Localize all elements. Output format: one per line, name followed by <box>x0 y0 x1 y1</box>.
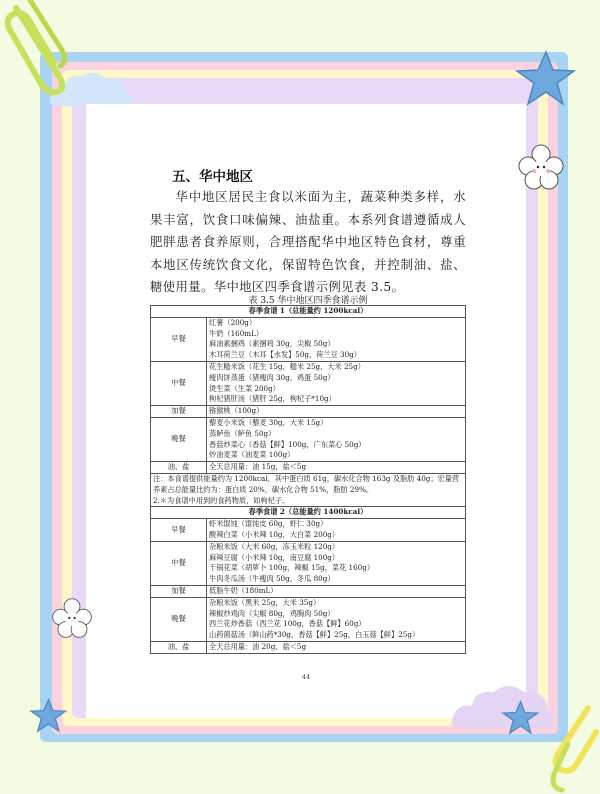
table-row <box>151 519 466 542</box>
table-row <box>151 641 466 653</box>
meal-items <box>207 585 466 597</box>
meal-label: 加餐 <box>151 406 207 418</box>
table-row <box>151 597 466 641</box>
table-row <box>151 507 466 519</box>
food-item: 辣椒炒鸡肉（尖椒 80g，鸡胸肉 50g） <box>209 608 335 618</box>
food-item: 花生糙米饭（花生 15g，糙米 25g，大米 25g） <box>209 361 365 371</box>
food-item: 西兰花炒香菇（西兰花 100g，香菇【鲜】60g） <box>209 619 366 629</box>
menu-title: 春季食谱 1（总能量约 1200kcal） <box>151 306 466 318</box>
food-item: 枸杞猪肝汤（猪肝 25g，枸杞子*10g） <box>209 394 336 404</box>
food-item: 麻辣豆腐（小米辣 10g，南豆腐 100g） <box>209 552 340 562</box>
food-item: 烫生菜（生菜 200g） <box>209 383 280 393</box>
note-line: 2.＊为食谱中用到的食药物质，如枸杞子。 <box>153 495 290 505</box>
meal-label: 中餐 <box>151 361 207 405</box>
food-item: 牛肉冬瓜汤（牛瘦肉 50g，冬瓜 80g） <box>209 574 335 584</box>
food-item: 藜麦小米饭（藜麦 30g，大米 15g） <box>209 417 328 427</box>
menu-title: 春季食谱 2（总能量约 1400kcal） <box>151 507 466 519</box>
meal-items <box>207 406 466 418</box>
table-row <box>151 541 466 585</box>
table-row <box>151 306 466 318</box>
food-item: 杂粮米饭（黑米 25g，大米 35g） <box>209 597 321 607</box>
food-item: 炒油麦菜（油麦菜 100g） <box>209 450 295 460</box>
table-row <box>151 585 466 597</box>
meal-items <box>207 597 466 641</box>
food-item: 瘦肉饼蒸蛋（猪瘦肉 30g，鸡蛋 50g） <box>209 372 335 382</box>
food-item: 山药菌菇汤（鲜山药*30g，香菇【鲜】25g，白玉菇【鲜】25g） <box>209 630 420 640</box>
meal-label: 晚餐 <box>151 597 207 641</box>
table-row <box>151 462 466 474</box>
food-item: 香菇炒菜心（香菇【鲜】100g，广东菜心 50g） <box>209 439 366 449</box>
food-item: 杂粮米饭（大米 60g，冻玉米粒 120g） <box>209 541 340 551</box>
meal-items <box>207 519 466 542</box>
meal-label: 油、盐 <box>151 462 207 474</box>
star-icon <box>500 700 540 740</box>
food-item: 猕猴桃（100g） <box>209 406 264 416</box>
meal-label: 早餐 <box>151 519 207 542</box>
star-icon <box>28 698 68 738</box>
table-note <box>151 473 466 506</box>
food-item: 红薯（200g） <box>209 317 257 327</box>
food-item: 木耳荷兰豆（木耳【水发】50g，荷兰豆 30g） <box>209 350 361 360</box>
meal-items <box>207 317 466 361</box>
meal-label: 晚餐 <box>151 417 207 461</box>
section-title: 五、华中地区 <box>172 169 253 185</box>
intro-paragraph <box>150 186 466 299</box>
table-row <box>151 417 466 461</box>
food-item: 蒸鲈鱼（鲈鱼 50g） <box>209 428 276 438</box>
table-row <box>151 361 466 405</box>
meal-label: 早餐 <box>151 317 207 361</box>
meal-label: 油、盐 <box>151 641 207 653</box>
food-item: 干锅花菜（胡萝卜 100g，辣椒 15g，菜花 160g） <box>209 563 375 573</box>
oil-salt-value: 全天总用量：油 15g，盐＜5g <box>207 462 466 474</box>
note-line: 注：本食谱提供能量约为 1200kcal，其中蛋白质 61g，碳水化合物 163g 及脂肪 40g；宏量营养素占总能量比约为：蛋白质 20%，碳水化合物 51%，脂肪 29%。 <box>153 473 460 494</box>
paper-clip-icon <box>548 704 600 794</box>
page-number: 44 <box>301 673 311 681</box>
food-item: 牛奶（160mL） <box>209 328 264 338</box>
food-item: 酸辣白菜（小米辣 10g，大白菜 200g） <box>209 529 340 539</box>
meal-label: 中餐 <box>151 541 207 585</box>
oil-salt-value: 全天总用量：油 20g，盐＜5g <box>207 641 466 653</box>
meal-label: 加餐 <box>151 585 207 597</box>
food-item: 虾米馄饨（馄饨皮 60g，虾仁 30g） <box>209 519 328 529</box>
food-item: 麻油素捆鸡（素捆鸡 30g，尖椒 50g） <box>209 339 335 349</box>
food-item: 低脂牛奶（180mL） <box>209 585 278 595</box>
star-icon <box>512 50 578 112</box>
paper-clip-icon <box>0 0 80 96</box>
table-caption: 表 3.5 华中地区四季食谱示例 <box>248 296 368 306</box>
meal-items <box>207 361 466 405</box>
flower-icon <box>516 142 566 196</box>
intro-paragraph-text: 华中地区居民主食以米面为主，蔬菜种类多样，水果丰富，饮食口味偏辣、油盐重。本系列食谱遵循成人肥胖患者食养原则，合理搭配华中地区特色食材，尊重本地区传统饮食文化，保留特色饮食，并控制油、盐、糖使用量。华中地区四季食谱示例见表 3.5。 <box>150 189 466 295</box>
table-row <box>151 473 466 506</box>
table-row <box>151 406 466 418</box>
meal-items <box>207 541 466 585</box>
table-row <box>151 317 466 361</box>
menu-table <box>150 305 466 654</box>
flower-icon <box>50 596 94 644</box>
meal-items <box>207 417 466 461</box>
